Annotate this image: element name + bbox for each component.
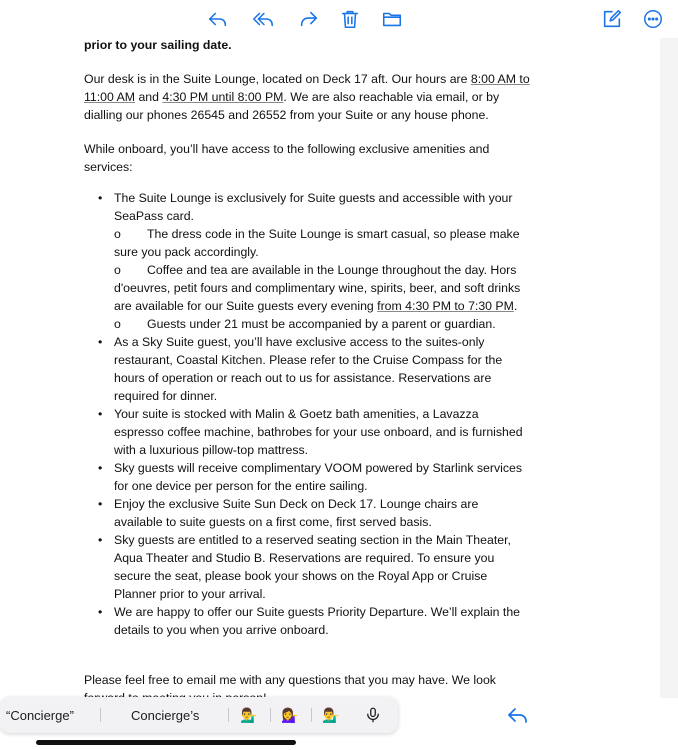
suggestion-possessive[interactable]: Concierge’s — [131, 707, 200, 723]
divider — [270, 708, 271, 722]
email-body — [84, 36, 530, 707]
microphone-icon — [364, 705, 382, 725]
dictation-button[interactable] — [364, 697, 382, 733]
onboard-intro: While onboard, you’ll have access to the following exclusive amenities and services: — [84, 142, 490, 174]
home-indicator[interactable] — [36, 740, 296, 745]
closing-paragraph: Please feel free to email me with any questions that you may have. We look — [84, 673, 496, 687]
scroll-track[interactable] — [660, 38, 678, 698]
trash-icon — [339, 8, 361, 30]
reply-button-bottom[interactable] — [506, 703, 530, 727]
emoji-suggestion-2[interactable]: 💁‍♀️ — [281, 706, 299, 723]
evening-hours-link[interactable]: from 4:30 PM to 7:30 PM — [377, 299, 514, 313]
list-item: • The Suite Lounge is exclusively for Suite guests and accessible with your SeaPass card. o The dress code in the Suite Lounge is smart casual, so please make sure you pack accordingly. o Coffee and tea are available in the Lounge throughout the day. Hors d'oeuvres, petit fours and complimentary wine, spirits, beer, and soft drinks are available for our Suite guests every evening from 4:30 PM to 7:30 PM. o Guests under 21 must be accompanied by a parent or guardian. — [114, 189, 530, 333]
forward-button[interactable] — [296, 7, 322, 31]
more-icon — [642, 8, 664, 30]
reply-all-icon — [252, 8, 274, 30]
hours-link-2[interactable]: 4:30 PM until 8:00 PM — [162, 90, 284, 104]
emoji-suggestion-1[interactable]: 💁‍♂️ — [240, 706, 258, 723]
keyboard-suggestion-bar — [0, 697, 398, 733]
sub-list-item: o Coffee and tea are available in the Lounge throughout the day. Hors d'oeuvres, petit fours and complimentary wine, spirits, beer, and soft drinks are available for our Suite guests every evening from 4:30 PM to 7:30 PM. — [114, 263, 521, 313]
list-item: • Sky guests are entitled to a reserved seating section in the Main Theater, Aqua Theater and Studio B. Reservations are required. To ensure you secure the seat, please book your shows on the Royal App or Cruise Planner prior to your arrival. — [114, 531, 530, 603]
hours-link-1[interactable]: 8:00 AM to 11:00 AM — [84, 72, 530, 104]
sub-list-item: o The dress code in the Suite Lounge is smart casual, so please make sure you pack accordingly. — [114, 227, 520, 259]
reply-button[interactable] — [205, 7, 231, 31]
forward-icon — [298, 8, 320, 30]
amenities-list — [84, 189, 530, 639]
list-item: • Your suite is stocked with Malin & Goetz bath amenities, a Lavazza espresso coffee machine, bathrobes for your use onboard, and is furnished with a luxurious pillow-top mattress. — [114, 405, 530, 459]
divider — [100, 708, 101, 722]
trash-button[interactable] — [337, 7, 363, 31]
reply-all-button[interactable] — [250, 7, 276, 31]
mail-toolbar — [0, 0, 678, 38]
compose-button[interactable] — [599, 7, 625, 31]
list-item: • We are happy to offer our Suite guests Priority Departure. We’ll explain the details to you when you arrive onboard. — [114, 603, 530, 639]
divider — [311, 708, 312, 722]
divider — [228, 708, 229, 722]
list-item: • Enjoy the exclusive Suite Sun Deck on Deck 17. Lounge chairs are available to suite guests on a first come, first served basis. — [114, 495, 530, 531]
compose-icon — [601, 8, 623, 30]
intro-bold-text: prior to your sailing date. — [84, 38, 232, 52]
list-item: • Sky guests will receive complimentary VOOM powered by Starlink services for one device per person for the entire sailing. — [114, 459, 530, 495]
folder-button[interactable] — [379, 7, 405, 31]
reply-icon — [506, 703, 530, 727]
suggestion-quoted[interactable]: “Concierge” — [6, 707, 74, 723]
folder-icon — [381, 8, 403, 30]
list-item: • As a Sky Suite guest, you’ll have exclusive access to the suites-only restaurant, Coastal Kitchen. Please refer to the Cruise Compass for the hours of operation or reach out to us for assistance. Reservations are required for dinner. — [114, 333, 530, 405]
reply-icon — [207, 8, 229, 30]
sub-list-item: o Guests under 21 must be accompanied by a parent or guardian. — [114, 317, 496, 331]
emoji-suggestion-3[interactable]: 💁‍♂️ — [322, 706, 340, 723]
more-button[interactable] — [640, 7, 666, 31]
desk-paragraph: Our desk is in the Suite Lounge, located on Deck 17 aft. Our hours are 8:00 AM to 11:00 AM and 4:30 PM until 8:00 PM. We are also reachable via email, or by dialling our phones 26545 and 26552 from your Suite or any house phone. — [84, 72, 530, 122]
